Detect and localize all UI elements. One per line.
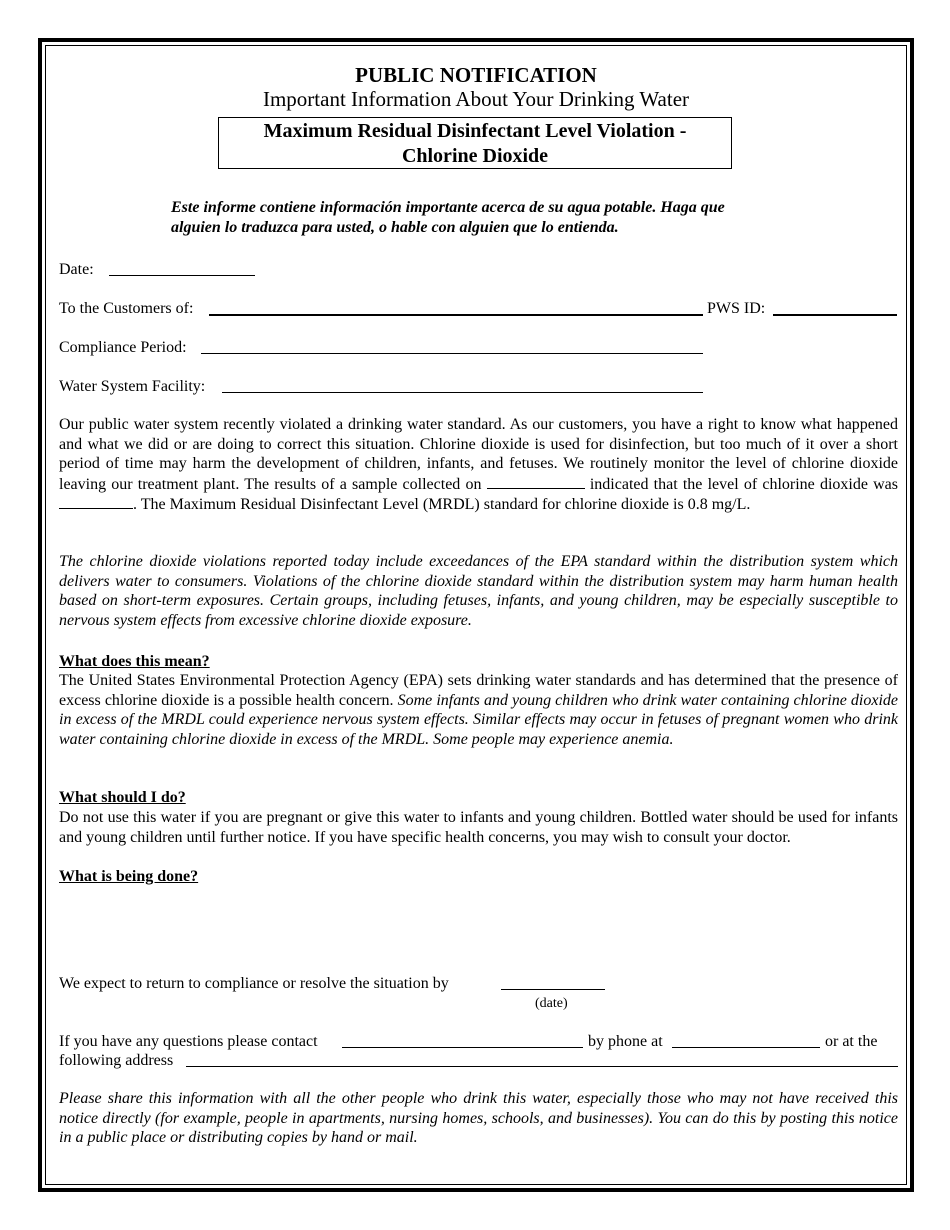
contact-text-2: by phone at (588, 1033, 663, 1050)
pws-id-label: PWS ID: (707, 300, 766, 317)
date-caption: (date) (535, 996, 568, 1011)
sample-date-blank[interactable] (487, 474, 585, 489)
compliance-date-field[interactable] (501, 989, 605, 990)
contact-text-1: If you have any questions please contact (59, 1033, 318, 1050)
what-should-i-do-heading: What should I do? (59, 789, 186, 806)
customers-field[interactable] (209, 314, 703, 316)
what-does-this-mean-text (59, 671, 898, 749)
page-title: PUBLIC NOTIFICATION (355, 63, 597, 87)
page-subtitle: Important Information About Your Drinking Water (262, 87, 690, 111)
facility-label: Water System Facility: (59, 378, 206, 395)
contact-address-field[interactable] (186, 1066, 898, 1067)
what-is-being-done-heading: What is being done? (59, 868, 199, 885)
contact-text-4: following address (59, 1052, 174, 1069)
compliance-period-label: Compliance Period: (59, 339, 187, 356)
share-paragraph: Please share this information with all the other people who drink this water, especially those who may not have received this notice directly (for example, people in apartments, nursing homes, schools, and businesses). You can do this by posting this notice in a public place or distributing copies by hand or mail. (59, 1090, 898, 1146)
violation-title-line1: Maximum Residual Disinfectant Level Violation - (263, 120, 687, 142)
violation-details-paragraph: The chlorine dioxide violations reported today include exceedances of the EPA standard within the distribution system which delivers water to consumers. Violations of the chlorine dioxide standard within the distribution system may harm human health based on short-term exposures. Certain groups, including fetuses, infants, and young children, may be especially susceptible to nervous system effects from excessive chlorine dioxide exposure. (59, 553, 898, 629)
what-does-this-mean-heading: What does this mean? (59, 653, 210, 670)
level-blank[interactable] (59, 494, 133, 509)
facility-field[interactable] (222, 392, 703, 393)
intro-text-2: indicated that the level of chlorine dioxide was (589, 475, 899, 493)
compliance-return-text: We expect to return to compliance or resolve the situation by (59, 975, 449, 992)
document-border (38, 38, 914, 1192)
contact-name-field[interactable] (342, 1047, 583, 1048)
intro-text-1: Our public water system recently violated a drinking water standard. As our customers, you have a right to know what happened and what we did or are doing to correct this situation. Chlorine dioxide is used for disinfection, but too much of it over a short period of time may harm the development of children, infants, and fetuses. We routinely monitor the level of chlorine dioxide leaving our treatment plant. The results of a sample collected on (59, 416, 898, 493)
mean-text-regular: The United States Environmental Protection Agency (EPA) sets drinking water standards and has determined that the presence of excess chlorine dioxide is a possible health concern. (59, 672, 898, 709)
pws-id-field[interactable] (773, 314, 897, 316)
compliance-period-field[interactable] (201, 353, 703, 354)
violation-title-line2: Chlorine Dioxide (401, 145, 549, 167)
mean-text-italic: Some infants and young children who drink water containing chlorine dioxide in excess of the MRDL could experience nervous system effects. Similar effects may occur in fetuses of pregnant women who drink water containing chlorine dioxide in excess of the MRDL. Some people may experience anemia. (59, 691, 898, 748)
date-label: Date: (59, 261, 94, 278)
date-field[interactable] (109, 275, 255, 276)
customers-label: To the Customers of: (59, 300, 194, 317)
intro-text-3: . The Maximum Residual Disinfectant Level (MRDL) standard for chlorine dioxide is 0.8 mg/L. (133, 496, 751, 513)
intro-paragraph (59, 415, 898, 515)
what-should-i-do-text: Do not use this water if you are pregnant or give this water to infants and young children. Bottled water should be used for infants and young children until further notice. If you have specific health concerns, you may wish to consult your doctor. (59, 809, 898, 846)
contact-text-3: or at the (825, 1033, 878, 1050)
spanish-notice: Este informe contiene información importante acerca de su agua potable. Haga que alguien lo traduzca para usted, o hable con alguien que lo entienda. (171, 199, 725, 236)
document-inner-border (45, 45, 907, 1185)
violation-title-box (218, 117, 732, 169)
contact-phone-field[interactable] (672, 1047, 820, 1048)
